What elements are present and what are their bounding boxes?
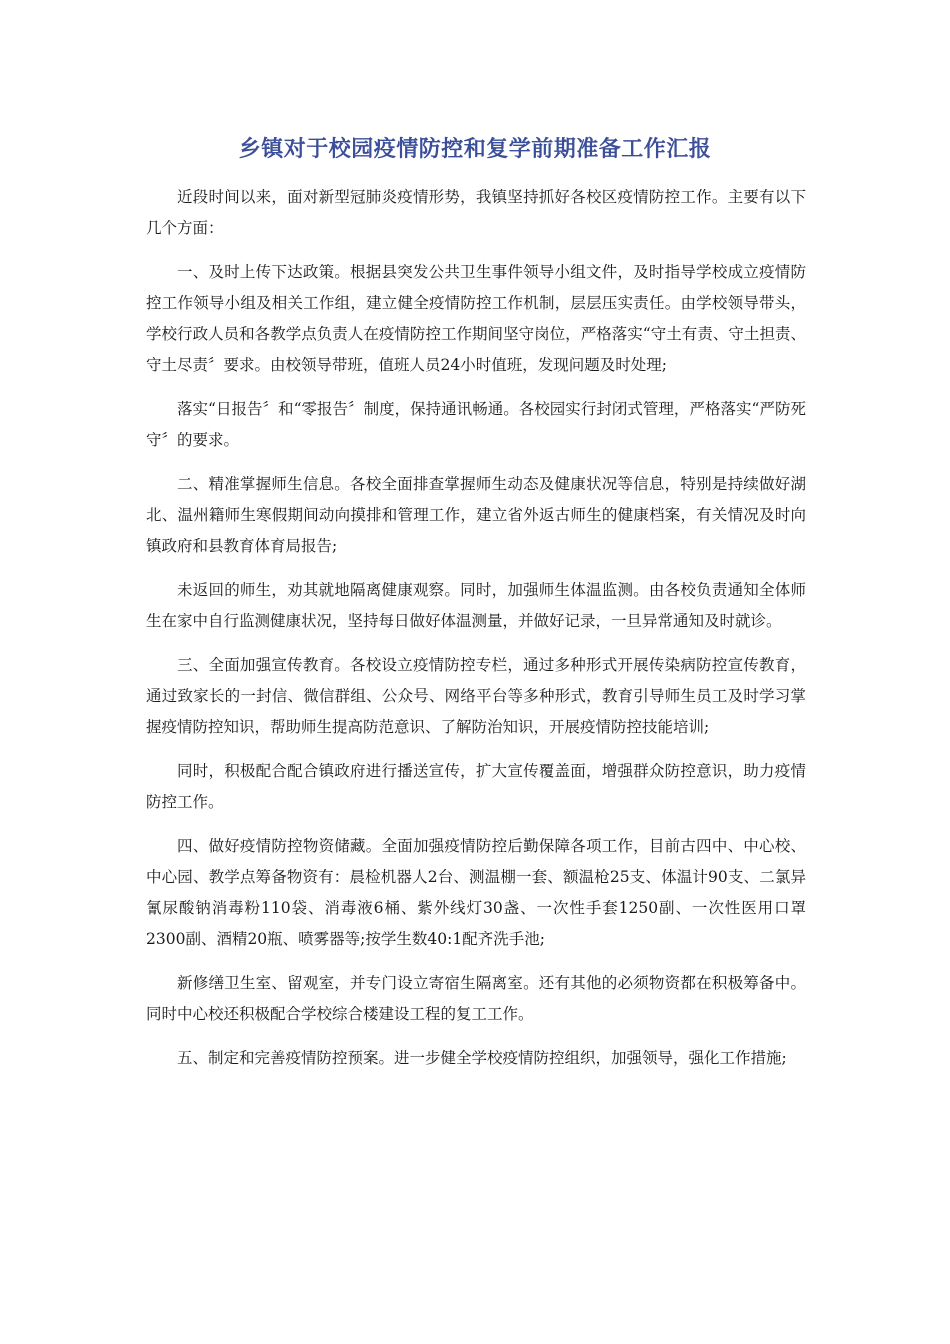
paragraph-section-1-cont: 落实“日报告〞和“零报告〞制度，保持通讯畅通。各校园实行封闭式管理，严格落实“严防死守〞的要求。 xyxy=(146,400,806,449)
document-title: 乡镇对于校园疫情防控和复学前期准备工作汇报 xyxy=(238,137,712,162)
paragraph-section-4: 四、做好疫情防控物资储藏。全面加强疫情防控后勤保障各项工作，目前古四中、中心校、中心园、教学点筹备物资有：晨检机器人2台、测温棚一套、额温枪25支、体温计90支、二氯异氰尿酸钠消毒粉110袋、消毒液6桶、紫外线灯30盏、一次性手套1250副、一次性医用口罩2300副、酒精20瓶、喷雾器等;按学生数40:1配齐洗手池; xyxy=(146,837,806,948)
paragraph-section-3-cont: 同时，积极配合配合镇政府进行播送宣传，扩大宣传覆盖面，增强群众防控意识，助力疫情防控工作。 xyxy=(146,762,806,811)
paragraph-section-2: 二、精准掌握师生信息。各校全面排查掌握师生动态及健康状况等信息，特别是持续做好湖北、温州籍师生寒假期间动向摸排和管理工作，建立省外返古师生的健康档案，有关情况及时向镇政府和县教育体育局报告; xyxy=(146,475,806,555)
paragraph-section-2-cont: 未返回的师生，劝其就地隔离健康观察。同时，加强师生体温监测。由各校负责通知全体师生在家中自行监测健康状况，坚持每日做好体温测量，并做好记录，一旦异常通知及时就诊。 xyxy=(146,581,806,630)
paragraph-intro: 近段时间以来，面对新型冠肺炎疫情形势，我镇坚持抓好各校区疫情防控工作。主要有以下几个方面： xyxy=(146,188,806,237)
paragraph-section-3: 三、全面加强宣传教育。各校设立疫情防控专栏，通过多种形式开展传染病防控宣传教育，通过致家长的一封信、微信群组、公众号、网络平台等多种形式，教育引导师生员工及时学习掌握疫情防控知识，帮助师生提高防范意识、了解防治知识，开展疫情防控技能培训; xyxy=(146,656,806,736)
paragraph-section-1: 一、及时上传下达政策。根据县突发公共卫生事件领导小组文件，及时指导学校成立疫情防控工作领导小组及相关工作组，建立健全疫情防控工作机制，层层压实责任。由学校领导带头，学校行政人员和各教学点负责人在疫情防控工作期间坚守岗位，严格落实“守土有责、守土担责、守土尽责〞要求。由校领导带班，值班人员24小时值班，发现问题及时处理; xyxy=(146,263,806,374)
paragraph-section-4-cont: 新修缮卫生室、留观室，并专门设立寄宿生隔离室。还有其他的必须物资都在积极筹备中。同时中心校还积极配合学校综合楼建设工程的复工工作。 xyxy=(146,974,806,1023)
paragraph-section-5: 五、制定和完善疫情防控预案。进一步健全学校疫情防控组织，加强领导，强化工作措施; xyxy=(177,1049,787,1067)
document-body xyxy=(146,182,806,1087)
